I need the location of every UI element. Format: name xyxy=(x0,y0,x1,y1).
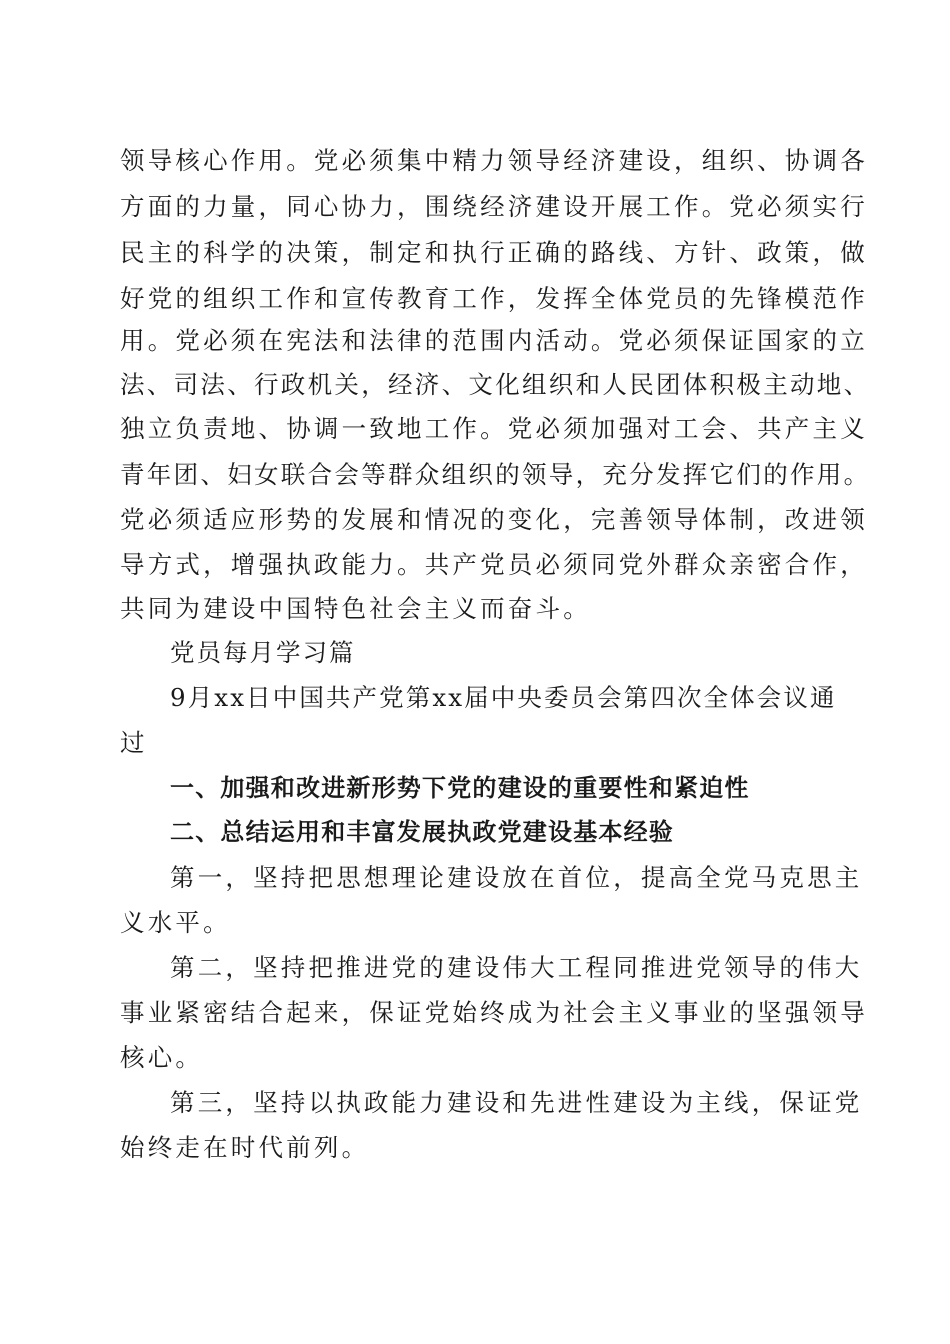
text-line: 民主的科学的决策，制定和执行正确的路线、方针、政策，做 xyxy=(120,238,868,267)
text-line: 义水平。 xyxy=(120,908,231,937)
text-line: 方面的力量，同心协力，围绕经济建设开展工作。党必须实行 xyxy=(120,192,868,221)
text-line: 核心。 xyxy=(120,1043,204,1072)
text-line: 过 xyxy=(120,728,148,757)
text-line: 用。党必须在宪法和法律的范围内活动。党必须保证国家的立 xyxy=(120,326,868,355)
text-line: 第一，坚持把思想理论建设放在首位，提高全党马克思主 xyxy=(170,863,863,892)
section-title: 党员每月学习篇 xyxy=(170,638,356,667)
text-line: 9月xx日中国共产党第xx届中央委员会第四次全体会议通 xyxy=(170,683,837,712)
text-line: 导方式，增强执政能力。共产党员必须同党外群众亲密合作， xyxy=(120,550,868,579)
text-line: 第二，坚持把推进党的建设伟大工程同推进党领导的伟大 xyxy=(170,953,863,982)
text-line: 第三，坚持以执政能力建设和先进性建设为主线，保证党 xyxy=(170,1088,863,1117)
text-line: 青年团、妇女联合会等群众组织的领导，充分发挥它们的作用。 xyxy=(120,460,871,489)
heading-two: 二、总结运用和丰富发展执政党建设基本经验 xyxy=(170,818,674,846)
text-line: 法、司法、行政机关，经济、文化组织和人民团体积极主动地、 xyxy=(120,370,871,399)
text-line: 领导核心作用。党必须集中精力领导经济建设，组织、协调各 xyxy=(120,146,868,175)
heading-one: 一、加强和改进新形势下党的建设的重要性和紧迫性 xyxy=(170,774,750,802)
text-line: 事业紧密结合起来，保证党始终成为社会主义事业的坚强领导 xyxy=(120,998,868,1027)
text-line: 始终走在时代前列。 xyxy=(120,1133,370,1162)
text-line: 党必须适应形势的发展和情况的变化，完善领导体制，改进领 xyxy=(120,505,868,534)
text-line: 独立负责地、协调一致地工作。党必须加强对工会、共产主义 xyxy=(120,414,868,443)
text-line: 共同为建设中国特色社会主义而奋斗。 xyxy=(120,594,591,623)
text-line: 好党的组织工作和宣传教育工作，发挥全体党员的先锋模范作 xyxy=(120,284,868,313)
